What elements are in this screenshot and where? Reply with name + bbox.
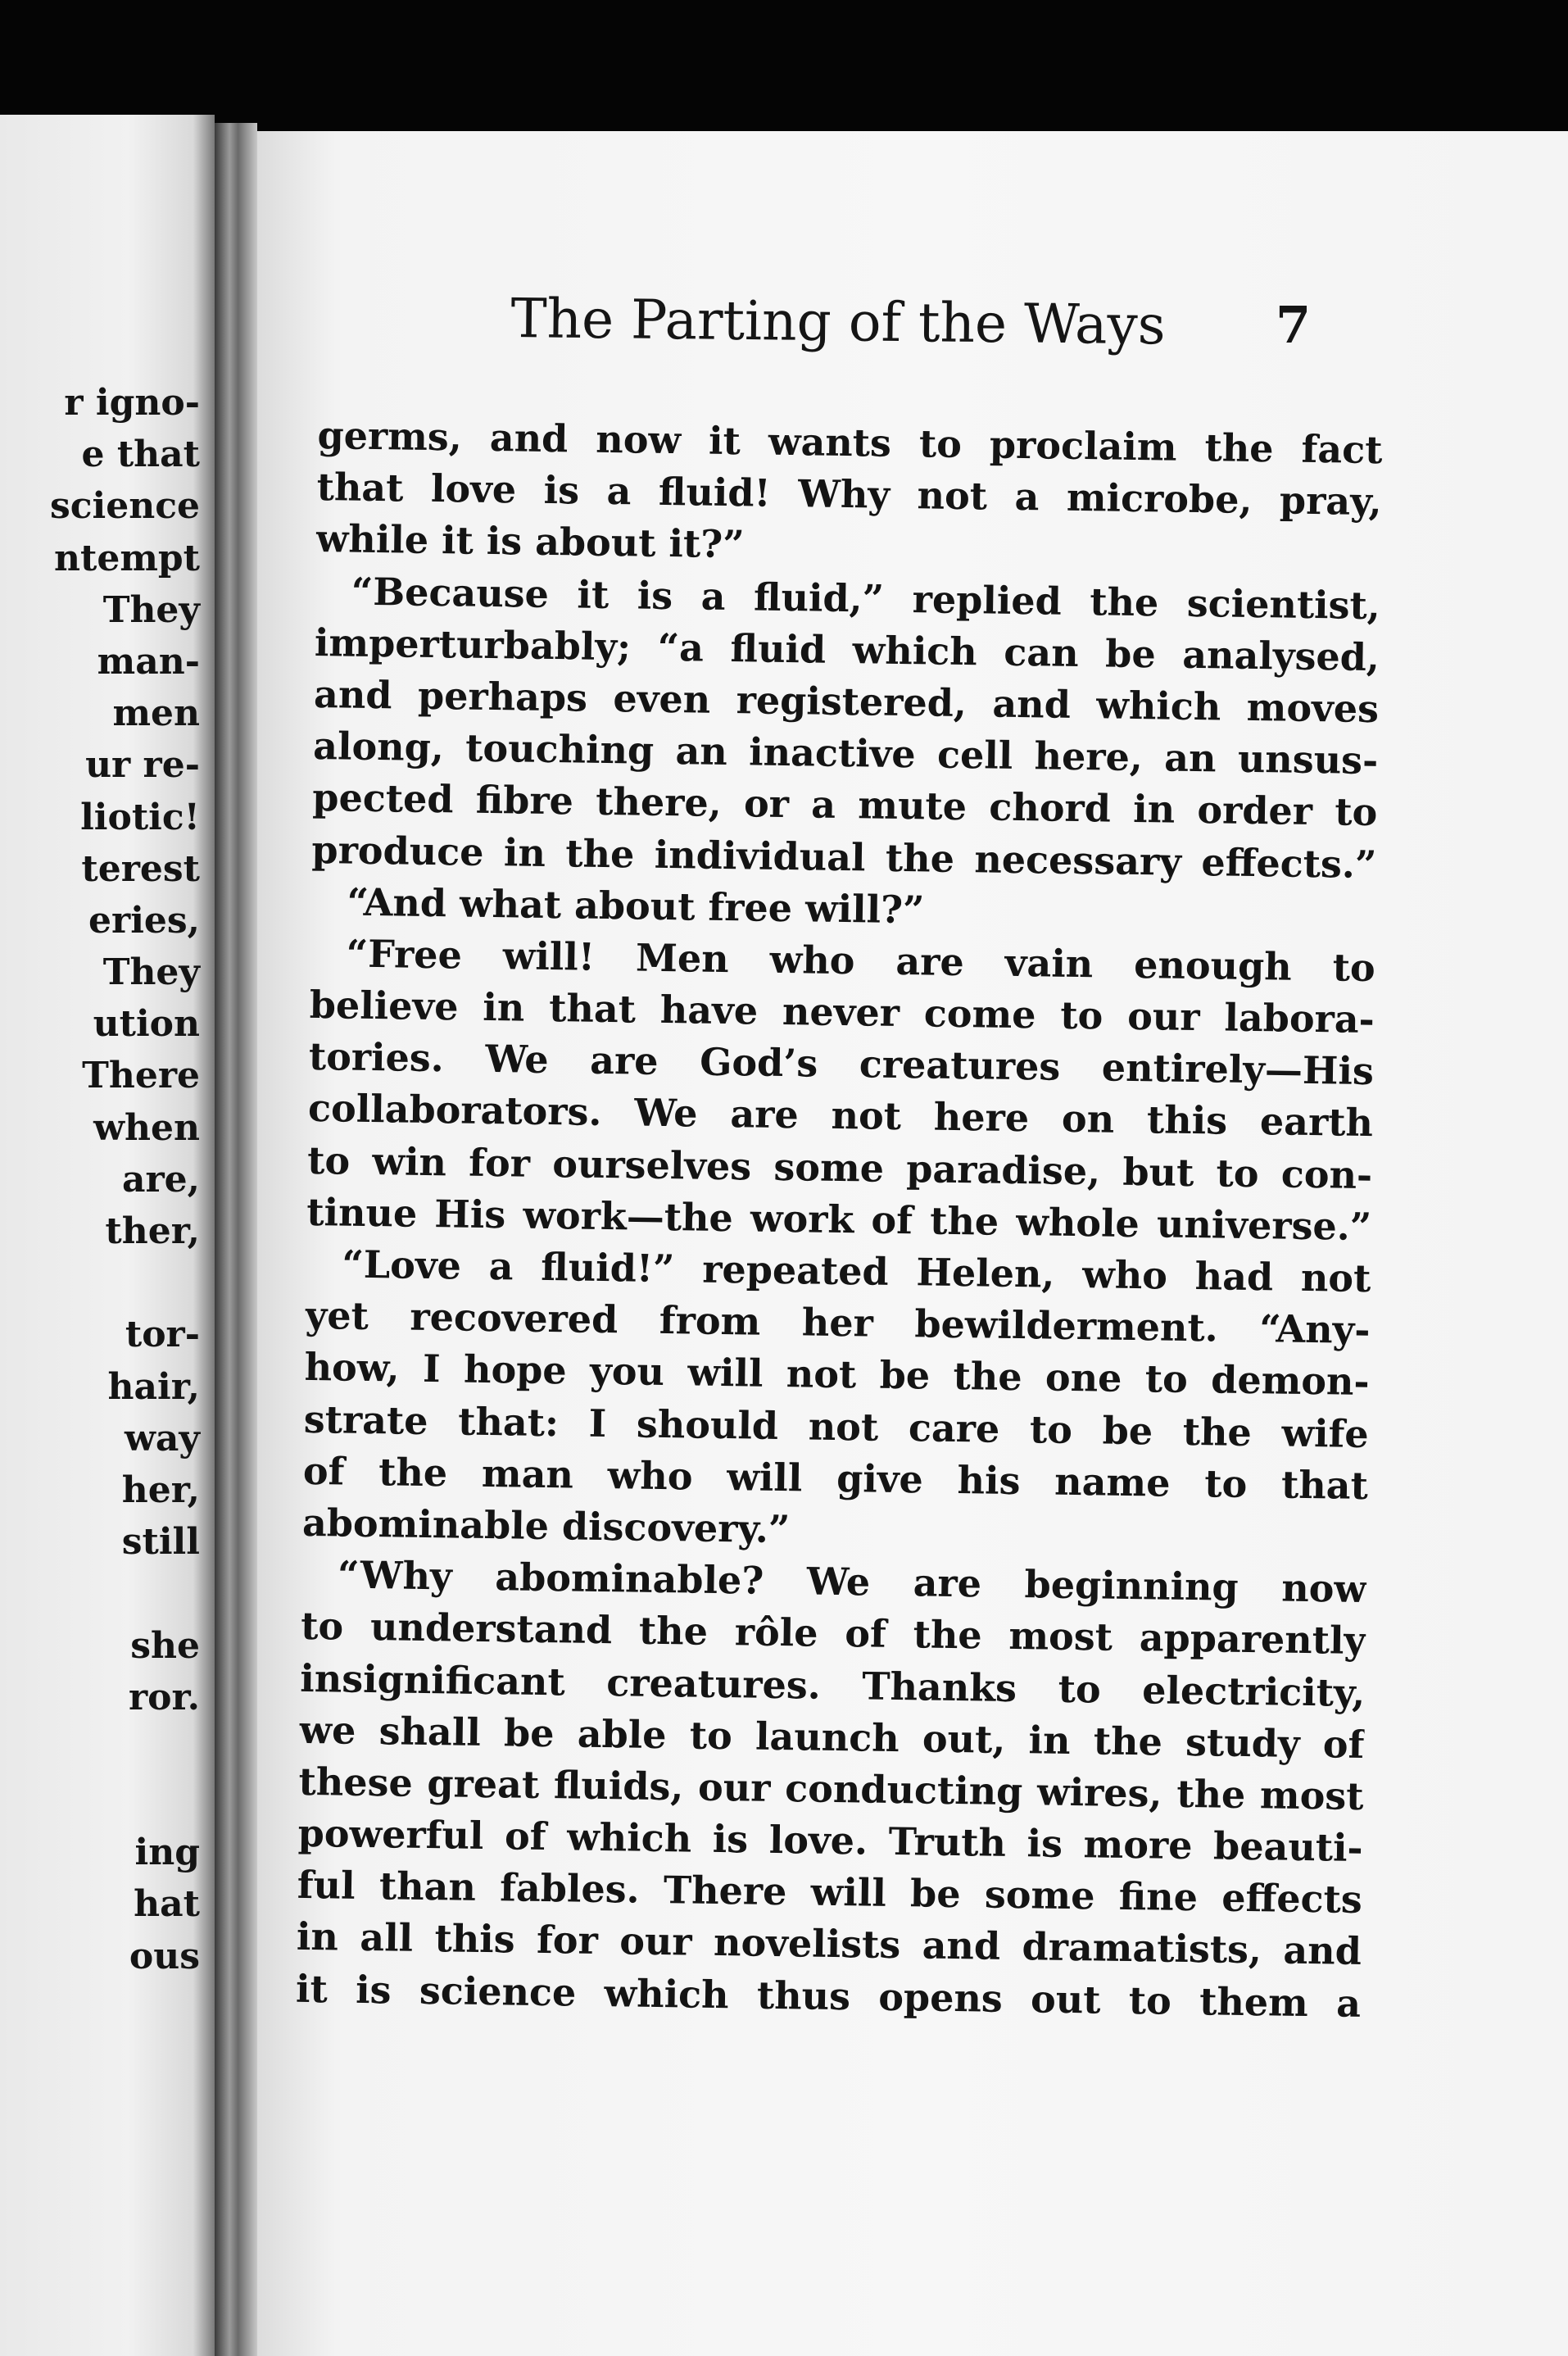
- left-line: science: [49, 485, 200, 528]
- text-line: insignificant creatures. Thanks to electricity,: [300, 1655, 1366, 1715]
- text-line: yet recovered from her bewilderment. “Any-: [305, 1293, 1371, 1353]
- left-line: are,: [121, 1158, 200, 1201]
- text-line: along, touching an inactive cell here, an unsus-: [312, 724, 1379, 783]
- text-line: strate that: I should not care to be the wife: [303, 1396, 1370, 1456]
- text-line: “Free will! Men who are vain enough to: [346, 931, 1375, 990]
- text-line: it is science which thus opens out to them a: [295, 1966, 1362, 2026]
- left-line: she: [130, 1624, 200, 1667]
- previous-page-line-endings: [50, 377, 200, 1982]
- left-line: [50, 1775, 200, 1827]
- text-line: ful than fables. There will be some fine effects: [297, 1863, 1363, 1922]
- text-line: we shall be able to launch out, in the study of: [299, 1707, 1365, 1767]
- text-line: that love is a fluid! Why not a microbe, pray,: [316, 465, 1382, 524]
- left-line: [50, 1568, 200, 1619]
- text-line: to win for ourselves some paradise, but to con-: [306, 1137, 1373, 1197]
- text-line: powerful of which is love. Truth is more beauti-: [297, 1810, 1363, 1871]
- left-line: ntempt: [54, 537, 200, 579]
- text-line: imperturbably; “a fluid which can be analysed,: [314, 620, 1380, 679]
- text-line: and perhaps even registered, and which moves: [313, 671, 1380, 732]
- left-line: when: [93, 1106, 200, 1149]
- left-line: tor-: [125, 1314, 200, 1356]
- left-line: liotic!: [80, 796, 200, 838]
- text-line: these great fluids, our conducting wires, the most: [298, 1759, 1364, 1818]
- text-line: while it is about it?”: [315, 516, 745, 567]
- running-head: The Parting of the Ways: [510, 287, 1167, 357]
- left-line: men: [112, 692, 200, 735]
- left-line: They: [102, 588, 200, 631]
- text-line: how, I hope you will not be the one to demon-: [304, 1345, 1370, 1405]
- left-line: ther,: [105, 1210, 200, 1252]
- text-line: germs, and now it wants to proclaim the fact: [317, 412, 1383, 473]
- left-line: hat: [134, 1883, 200, 1926]
- left-line: man-: [97, 640, 200, 683]
- left-line: There: [82, 1055, 200, 1097]
- left-line: e that: [81, 434, 200, 476]
- text-line: “And what about free will?”: [347, 879, 925, 933]
- left-line: ror.: [129, 1676, 200, 1718]
- current-page: [257, 131, 1568, 2356]
- text-line: produce in the individual the necessary effects.”: [311, 827, 1377, 887]
- left-line: ing: [134, 1832, 200, 1874]
- book-gutter: [215, 123, 257, 2356]
- left-line: terest: [81, 847, 200, 890]
- text-line: “Love a fluid!” repeated Helen, who had not: [342, 1242, 1371, 1301]
- text-line: believe in that have never come to our labora-: [309, 982, 1375, 1042]
- left-line: still: [121, 1521, 200, 1564]
- previous-page-fragment: [0, 115, 215, 2356]
- left-line: her,: [121, 1469, 200, 1511]
- left-line: [50, 1723, 200, 1775]
- text-line: of the man who will give his name to that: [302, 1448, 1369, 1508]
- text-line: in all this for our novelists and dramatists, and: [296, 1914, 1362, 1974]
- page-number: 7: [1276, 295, 1312, 355]
- left-line: [50, 1257, 200, 1309]
- text-line: abominable discovery.”: [301, 1500, 791, 1552]
- text-line: to understand the rôle of the most apparently: [300, 1604, 1366, 1664]
- text-line: “Because it is a fluid,” replied the scientist,: [351, 569, 1381, 628]
- text-line: tinue His work—the work of the whole universe.”: [306, 1189, 1372, 1249]
- text-line: collaborators. We are not here on this earth: [307, 1086, 1374, 1146]
- left-line: eries,: [88, 899, 200, 942]
- left-line: way: [125, 1417, 200, 1459]
- left-line: ution: [93, 1003, 200, 1046]
- body-text: [296, 410, 1383, 2030]
- left-line: ous: [129, 1935, 200, 1977]
- left-line: They: [102, 951, 200, 994]
- text-line: tories. We are God’s creatures entirely—His: [308, 1034, 1375, 1094]
- text-line: “Why abominable? We are beginning now: [337, 1552, 1367, 1612]
- left-line: hair,: [107, 1365, 200, 1408]
- text-line: pected fibre there, or a mute chord in order to: [312, 775, 1378, 835]
- left-line: r igno-: [64, 382, 200, 424]
- left-line: ur re-: [85, 744, 200, 787]
